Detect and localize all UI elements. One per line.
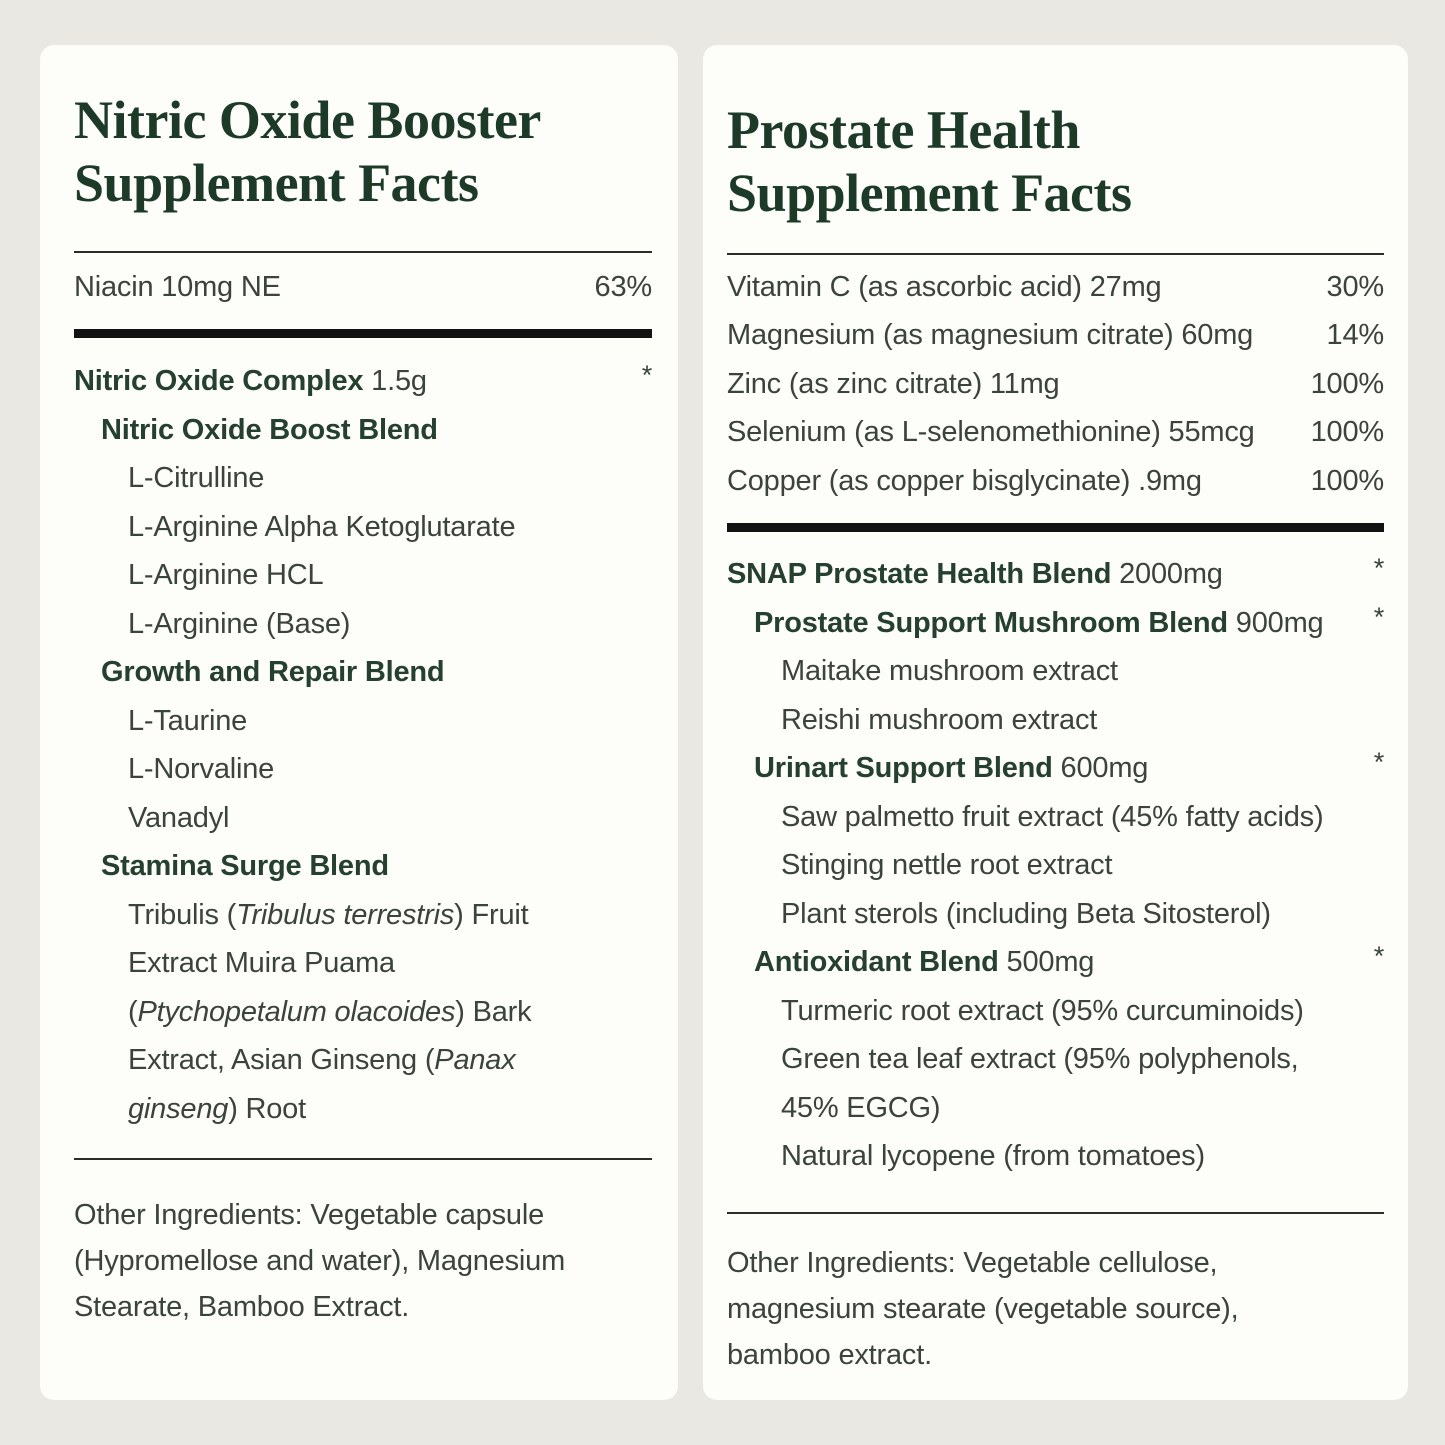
thick-divider [727,523,1384,532]
ingredient-row [727,263,1384,312]
ingredient-row [727,409,1384,458]
other-ingredients-line: bamboo extract. [727,1339,932,1371]
other-ingredients [74,1160,652,1330]
ingredient-name: Antioxidant Blend 500mg [754,946,1095,979]
blend-ingredient-list [727,532,1384,1182]
ingredient-row [74,988,652,1037]
thick-divider [74,329,652,338]
ingredient-row [74,358,652,407]
blend-ingredient-list [74,338,652,1134]
ingredient-row [74,891,652,940]
ingredient-name: Maitake mushroom extract [781,655,1118,688]
ingredient-name: 45% EGCG) [781,1091,941,1124]
title-line-2: Supplement Facts [727,163,1132,223]
ingredient-name: Selenium (as L-selenomethionine) 55mcg [727,416,1255,449]
ingredient-name: L-Norvaline [128,753,275,786]
title-line-1: Prostate Health [727,100,1080,160]
daily-value-percent: 100% [1310,367,1384,400]
ingredient-name: L-Citrulline [128,462,265,495]
ingredient-name: Natural lycopene (from tomatoes) [781,1140,1205,1173]
ingredient-name: Saw palmetto fruit extract (45% fatty acids) [781,800,1324,833]
ingredient-row [727,696,1384,745]
ingredient-name: Tribulis (Tribulus terrestris) Fruit [128,898,529,931]
ingredient-row [74,503,652,552]
daily-value-asterisk: * [1373,553,1384,584]
daily-value-percent: 14% [1326,319,1384,352]
ingredient-name: Nitric Oxide Boost Blend [101,413,438,446]
daily-value-asterisk: * [641,360,652,391]
ingredient-row [74,649,652,698]
ingredient-name: Growth and Repair Blend [101,656,445,689]
ingredient-row [727,745,1384,794]
nitric-oxide-panel-title [74,89,652,215]
ingredient-name: Stamina Surge Blend [101,850,389,883]
ingredient-name: L-Arginine HCL [128,559,324,592]
ingredient-name: Extract Muira Puama [128,947,395,980]
ingredient-row [727,1133,1384,1182]
ingredient-row [74,794,652,843]
title-line-1: Nitric Oxide Booster [74,90,541,150]
ingredient-row [727,1036,1384,1085]
ingredient-name: Reishi mushroom extract [781,703,1098,736]
ingredient-row [727,987,1384,1036]
ingredient-row [727,1084,1384,1133]
ingredient-row [727,793,1384,842]
ingredient-name: Copper (as copper bisglycinate) .9mg [727,464,1202,497]
ingredient-row [74,406,652,455]
ingredient-name: Prostate Support Mushroom Blend 900mg [754,606,1324,639]
daily-value-percent: 100% [1310,464,1384,497]
ingredient-name: ginseng) Root [128,1092,306,1125]
ingredient-row [727,457,1384,506]
title-line-2: Supplement Facts [74,153,479,213]
ingredient-row [727,939,1384,988]
nitric-oxide-booster-panel [40,45,678,1400]
ingredient-name: Niacin 10mg NE [74,270,281,303]
ingredient-name: Zinc (as zinc citrate) 11mg [727,367,1060,400]
ingredient-name: Urinart Support Blend 600mg [754,752,1149,785]
ingredient-row [727,312,1384,361]
ingredient-row [74,940,652,989]
ingredient-name: Magnesium (as magnesium citrate) 60mg [727,319,1254,352]
ingredient-row [727,842,1384,891]
daily-value-asterisk: * [1373,747,1384,778]
ingredient-name: L-Arginine (Base) [128,607,351,640]
other-ingredients-line: (Hypromellose and water), Magnesium [74,1244,566,1277]
daily-value-asterisk: * [1373,941,1384,972]
other-ingredients-line: Other Ingredients: Vegetable capsule [74,1198,545,1231]
ingredient-row [727,890,1384,939]
ingredient-row [74,455,652,504]
nutrient-facts-list [727,255,1384,506]
nutrient-facts-list [74,253,652,312]
other-ingredients-line: Stearate, Bamboo Extract. [74,1290,410,1323]
ingredient-row [727,551,1384,600]
other-ingredients [727,1214,1384,1378]
ingredient-name: Stinging nettle root extract [781,849,1113,882]
ingredient-name: Turmeric root extract (95% curcuminoids) [781,994,1304,1027]
ingredient-row [74,746,652,795]
ingredient-name: Plant sterols (including Beta Sitosterol) [781,897,1271,930]
ingredient-name: Green tea leaf extract (95% polyphenols, [781,1043,1299,1076]
ingredient-name: L-Arginine Alpha Ketoglutarate [128,510,516,543]
ingredient-row [74,697,652,746]
ingredient-row [74,552,652,601]
daily-value-asterisk: * [1373,601,1384,632]
ingredient-row [74,843,652,892]
other-ingredients-line: Other Ingredients: Vegetable cellulose, [727,1247,1218,1279]
daily-value-percent: 100% [1310,416,1384,449]
prostate-health-panel [703,45,1408,1400]
ingredient-row [74,1085,652,1134]
ingredient-name: L-Taurine [128,704,248,737]
ingredient-row [74,600,652,649]
ingredient-name: Nitric Oxide Complex 1.5g [74,365,427,398]
ingredient-name: Extract, Asian Ginseng (Panax [128,1044,516,1077]
ingredient-row [74,263,652,312]
daily-value-percent: 30% [1326,270,1384,303]
ingredient-name: Vitamin C (as ascorbic acid) 27mg [727,270,1162,303]
ingredient-name: (Ptychopetalum olacoides) Bark [128,995,532,1028]
ingredient-row [727,648,1384,697]
ingredient-name: SNAP Prostate Health Blend 2000mg [727,558,1223,591]
ingredient-name: Vanadyl [128,801,230,834]
prostate-health-panel-title [727,99,1384,225]
daily-value-percent: 63% [594,270,652,303]
ingredient-row [727,360,1384,409]
ingredient-row [74,1037,652,1086]
other-ingredients-line: magnesium stearate (vegetable source), [727,1293,1239,1325]
ingredient-row [727,599,1384,648]
